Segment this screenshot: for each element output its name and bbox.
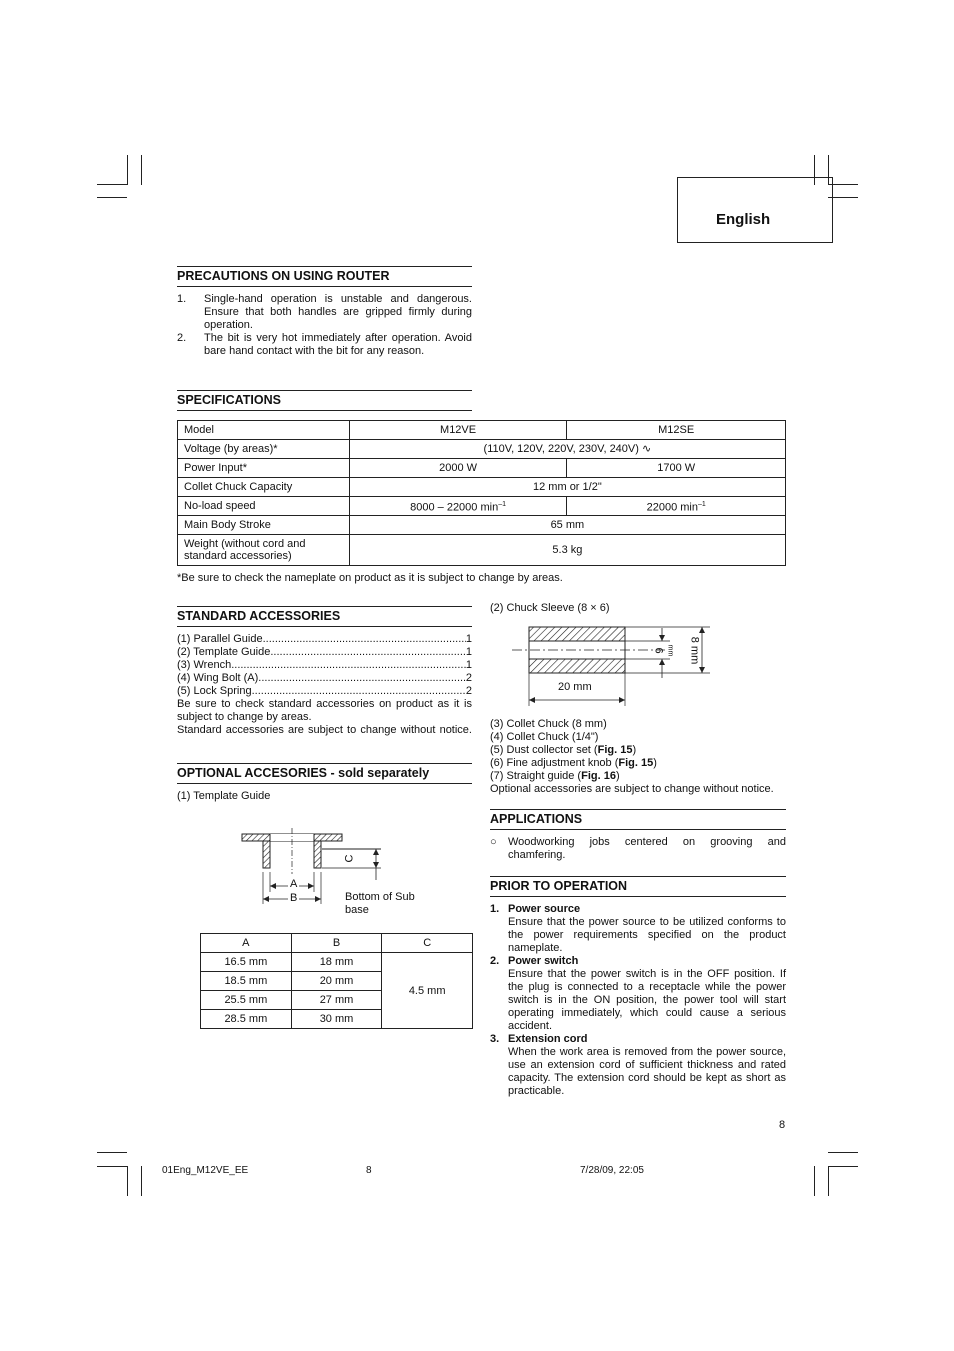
table-row [178,516,786,535]
standard-accessories-heading [177,606,472,627]
speed-unit-exponent: –1 [697,500,706,508]
accessory-qty: 2 [465,685,472,697]
item-text: Woodworking jobs centered on grooving and chamfering. [508,836,786,861]
footer-date: 7/28/09, 22:05 [580,1165,644,1176]
specifications-heading [177,390,472,411]
standard-accessories-list [177,633,472,737]
accessory-label: (4) Wing Bolt (A) [177,672,259,684]
precautions-heading [177,266,472,287]
list-item [490,744,786,757]
list-item [177,332,472,358]
list-item [177,672,472,685]
speed-text: 22000 min [646,501,698,514]
item-text: ) [615,770,620,782]
spec-value: 12 mm or 1/2" [349,478,785,497]
spec-label: Model [178,421,350,440]
model-m12ve: M12VE [349,421,567,440]
item-text: ) [653,757,657,769]
template-guide-label: (1) Template Guide [177,790,271,802]
dim-label-a: A [290,878,298,890]
item-text: The bit is very hot immediately after operation. Avoid bare hand contact with the bit for any reason. [204,332,472,357]
list-item [177,685,472,698]
fig-ref: Fig. 15 [597,744,633,756]
prior-title: PRIOR TO OPERATION [490,879,628,893]
applications-title: APPLICATIONS [490,812,583,826]
cell-c: 4.5 mm [382,953,473,1029]
spec-label: Main Body Stroke [178,516,350,535]
spec-value [567,497,786,516]
accessory-label: (5) Lock Spring [177,685,252,697]
item-number: 2. [177,332,187,344]
cell-b: 20 mm [291,972,382,991]
item-text: (6) Fine adjustment knob ( [490,757,619,769]
accessory-qty: 2 [465,672,472,684]
item-text: When the work area is removed from the power source, use an extension cord of sufficient thickness and rated capacity. The extension cord should be kept as short as practicable. [508,1046,786,1097]
optional-accessories-heading [177,763,472,784]
list-item [490,757,786,770]
list-item [490,955,786,1033]
sleeve-outer-label: 8 mm [688,636,701,665]
spec-label: Collet Chuck Capacity [178,478,350,497]
chuck-sleeve-figure [510,622,725,712]
specifications-table [177,420,786,566]
prior-list [490,903,786,1098]
table-row [178,497,786,516]
voltage-value [349,440,785,459]
optional-accessories-list [490,718,786,796]
model-m12se: M12SE [567,421,786,440]
accessory-qty: 1 [465,633,472,645]
fig-ref: Fig. 16 [581,770,616,782]
fig-ref: Fig. 15 [618,757,654,769]
page-number: 8 [779,1119,786,1131]
accessory-label: (2) Template Guide [177,646,271,658]
footer-file: 01Eng_M12VE_EE [162,1165,249,1176]
cell-a: 28.5 mm [201,1010,292,1029]
template-guide-table [200,933,473,1029]
spec-label: Weight (without cord and standard accessories) [178,535,350,566]
voltage-text: (110V, 120V, 220V, 230V, 240V) [483,443,639,455]
sleeve-inner-unit: mm [666,644,674,657]
optional-note: Optional accessories are subject to change without notice. [490,783,774,795]
applications-item [490,836,786,862]
precautions-list [177,293,472,358]
speed-unit-exponent: –1 [498,500,506,508]
table-row [178,478,786,497]
accessory-label: (3) Wrench [177,659,232,671]
cell-b: 30 mm [291,1010,382,1029]
precautions-title: PRECAUTIONS ON USING ROUTER [177,269,390,283]
dim-label-c: C [343,854,356,863]
sleeve-width-label: 20 mm [558,681,592,693]
spec-value: 65 mm [349,516,785,535]
table-row [178,535,786,566]
item-text: Single-hand operation is unstable and dangerous. Ensure that both handles are gripped firmly during operation. [204,293,472,331]
list-item [177,633,472,646]
sleeve-inner-label: 6 [652,647,665,654]
list-item [490,1033,786,1098]
column-header: A [201,934,292,953]
item-heading: Power switch [508,955,579,967]
item-number: 3. [490,1033,500,1045]
cell-a: 25.5 mm [201,991,292,1010]
table-row [201,953,473,972]
item-text: (5) Dust collector set ( [490,744,598,756]
spec-value: 2000 W [349,459,567,478]
item-number: 2. [490,955,500,967]
dim-label-b: B [290,892,298,904]
language-tab [677,177,833,243]
item-text: ) [632,744,637,756]
item-heading: Extension cord [508,1033,588,1045]
list-item [490,836,786,862]
spec-value: 1700 W [567,459,786,478]
accessory-note: Be sure to check standard accessories on product as it is subject to change by areas. [177,698,472,723]
accessory-qty: 1 [465,646,472,658]
list-item [490,903,786,955]
spec-value [349,497,567,516]
list-item [177,646,472,659]
specifications-title: SPECIFICATIONS [177,393,281,407]
cell-b: 27 mm [291,991,382,1010]
item-text: Ensure that the power source to be utilized conforms to the power requirements specified on the product nameplate. [508,916,786,954]
column-header: B [291,934,382,953]
item-number: 1. [177,293,187,305]
item-number: 1. [490,903,500,915]
footer-page: 8 [366,1165,372,1176]
speed-text: 8000 – 22000 min [410,501,499,514]
bottom-sub-base-label: Bottom of Sub base [345,891,415,916]
prior-heading [490,876,786,897]
chuck-sleeve-label: (2) Chuck Sleeve (8 × 6) [490,602,610,614]
table-row [178,440,786,459]
list-item: (4) Collet Chuck (1/4") [490,731,599,743]
list-item: (3) Collet Chuck (8 mm) [490,718,607,730]
table-row [178,459,786,478]
language-label: English [716,211,771,228]
list-item [177,659,472,672]
accessory-note: Standard accessories are subject to change without notice. [177,724,472,736]
column-header: C [382,934,473,953]
spec-label: No-load speed [178,497,350,516]
item-text: (7) Straight guide ( [490,770,582,782]
cell-a: 16.5 mm [201,953,292,972]
bullet-icon: ○ [490,836,497,848]
list-item [490,770,786,783]
standard-accessories-title: STANDARD ACCESSORIES [177,609,341,623]
optional-accessories-title: OPTIONAL ACCESORIES - sold separately [177,766,430,780]
applications-heading [490,809,786,830]
ac-symbol-icon: ∿ [641,443,652,455]
table-row [178,421,786,440]
item-heading: Power source [508,903,581,915]
spec-value: 5.3 kg [349,535,785,566]
spec-label: Power Input* [178,459,350,478]
accessory-label: (1) Parallel Guide [177,633,263,645]
spec-label: Voltage (by areas)* [178,440,350,459]
table-row [201,934,473,953]
accessory-qty: 1 [465,659,472,671]
cell-b: 18 mm [291,953,382,972]
spec-note: *Be sure to check the nameplate on product as it is subject to change by areas. [177,572,563,584]
list-item [177,293,472,332]
cell-a: 18.5 mm [201,972,292,991]
item-text: Ensure that the power switch is in the OFF position. If the plug is connected to a receptacle while the power switch is in the ON position, the power tool will start operating immediately, which could cause a serious accident. [508,968,786,1032]
